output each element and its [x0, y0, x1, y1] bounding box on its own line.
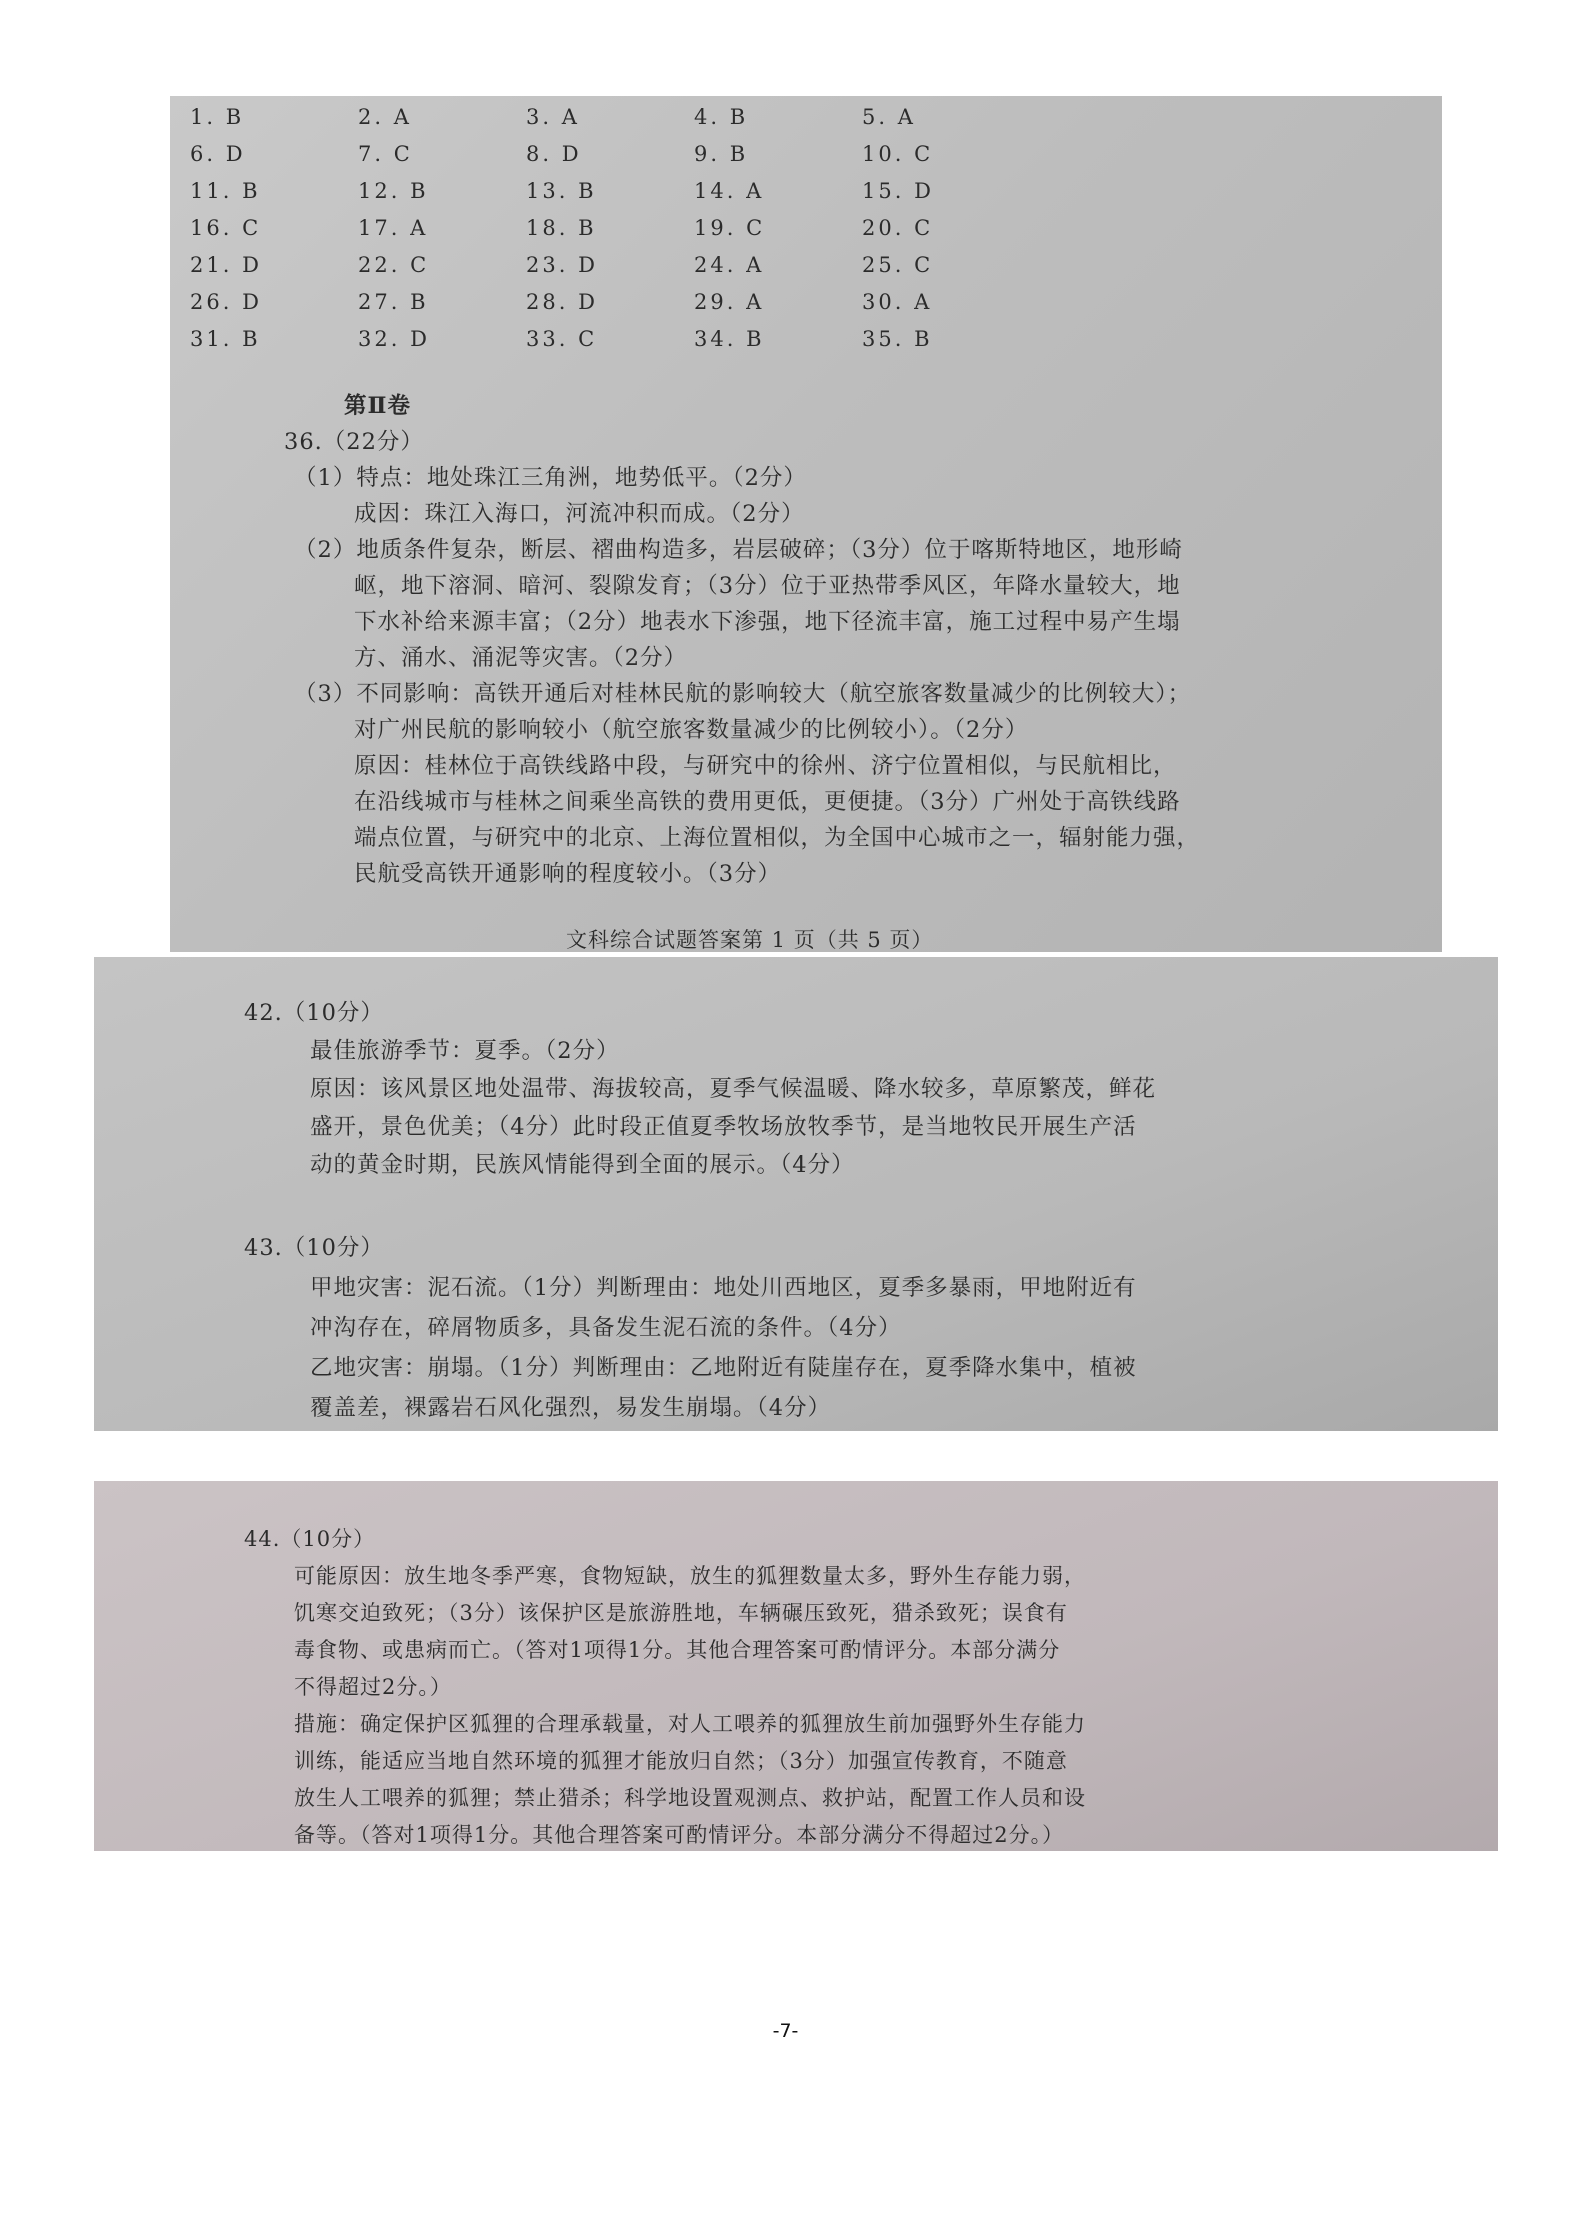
answer-item: 34. B	[694, 326, 765, 351]
answer-item: 16. C	[190, 215, 262, 240]
answer-line: 岖，地下溶洞、暗河、裂隙发育；（3分）位于亚热带季风区，年降水量较大，地	[354, 573, 1181, 599]
answer-item: 31. B	[190, 326, 261, 351]
answer-line: 措施：确定保护区狐狸的合理承载量，对人工喂养的狐狸放生前加强野外生存能力	[294, 1712, 1086, 1736]
answer-item: 22. C	[358, 252, 430, 277]
question-42-header: 42.（10分）	[244, 1000, 384, 1026]
answer-line: 民航受高铁开通影响的程度较小。（3分）	[354, 861, 782, 887]
answer-line: （3）不同影响：高铁开通后对桂林民航的影响较大（航空旅客数量减少的比例较大）；	[294, 681, 1192, 707]
answer-item: 12. B	[358, 178, 429, 203]
answer-item: 23. D	[526, 252, 598, 277]
answer-row	[190, 209, 1190, 246]
answer-line: 甲地灾害：泥石流。（1分）判断理由：地处川西地区，夏季多暴雨，甲地附近有	[310, 1275, 1137, 1301]
answer-item: 10. C	[862, 141, 934, 166]
answer-item: 9. B	[694, 141, 749, 166]
answer-item: 33. C	[526, 326, 598, 351]
answer-row	[190, 320, 1190, 357]
answer-line: 可能原因：放生地冬季严寒，食物短缺，放生的狐狸数量太多，野外生存能力弱，	[294, 1564, 1086, 1588]
answer-item: 18. B	[526, 215, 597, 240]
answer-line: 放生人工喂养的狐狸；禁止猎杀；科学地设置观测点、救护站，配置工作人员和设	[294, 1786, 1086, 1810]
answer-line: （1）特点：地处珠江三角洲，地势低平。（2分）	[294, 465, 807, 491]
answer-line: 成因：珠江入海口，河流冲积而成。（2分）	[354, 501, 805, 527]
section-2-title: 第Ⅱ卷	[344, 393, 411, 419]
answer-item: 4. B	[694, 104, 749, 129]
answer-item: 26. D	[190, 289, 262, 314]
answer-item: 27. B	[358, 289, 429, 314]
answer-row	[190, 135, 1190, 172]
question-36	[284, 424, 1200, 892]
answer-item: 8. D	[526, 141, 582, 166]
answer-item: 20. C	[862, 215, 934, 240]
answer-line: 不得超过2分。）	[294, 1675, 452, 1699]
answer-line: 冲沟存在，碎屑物质多，具备发生泥石流的条件。（4分）	[310, 1315, 902, 1341]
answer-line: 饥寒交迫致死；（3分）该保护区是旅游胜地，车辆碾压致死，猎杀致死；误食有	[294, 1601, 1068, 1625]
answer-item: 28. D	[526, 289, 598, 314]
answer-grid	[190, 96, 1190, 357]
answer-line: 覆盖差，裸露岩石风化强烈，易发生崩塌。（4分）	[310, 1395, 832, 1421]
answer-line: 端点位置，与研究中的北京、上海位置相似，为全国中心城市之一，辐射能力强，	[354, 825, 1201, 851]
answer-item: 15. D	[862, 178, 934, 203]
answer-line: 盛开，景色优美；（4分）此时段正值夏季牧场放牧季节，是当地牧民开展生产活	[310, 1114, 1137, 1140]
answer-line: 备等。（答对1项得1分。其他合理答案可酌情评分。本部分满分不得超过2分。）	[294, 1823, 1065, 1847]
answer-row	[190, 172, 1190, 209]
answer-line: 乙地灾害：崩塌。（1分）判断理由：乙地附近有陡崖存在，夏季降水集中，植被	[310, 1355, 1137, 1381]
question-44	[244, 1521, 1086, 1854]
answer-item: 17. A	[358, 215, 429, 240]
answer-item: 14. A	[694, 178, 765, 203]
answer-line: 原因：桂林位于高铁线路中段，与研究中的徐州、济宁位置相似，与民航相比，	[354, 753, 1177, 779]
answer-item: 13. B	[526, 178, 597, 203]
answer-row	[190, 283, 1190, 320]
answer-line: 下水补给来源丰富；（2分）地表水下渗强，地下径流丰富，施工过程中易产生塌	[354, 609, 1181, 635]
answer-item: 24. A	[694, 252, 765, 277]
question-43	[244, 1228, 1137, 1428]
answer-line: 在沿线城市与桂林之间乘坐高铁的费用更低，更便捷。（3分）广州处于高铁线路	[354, 789, 1181, 815]
page-number: -7-	[772, 2020, 799, 2042]
answer-line: 动的黄金时期，民族风情能得到全面的展示。（4分）	[310, 1152, 855, 1178]
answer-item: 6. D	[190, 141, 246, 166]
answer-item: 19. C	[694, 215, 766, 240]
answer-line: 方、涌水、涌泥等灾害。（2分）	[354, 645, 688, 671]
answer-line: 对广州民航的影响较小（航空旅客数量减少的比例较小）。（2分）	[354, 717, 1029, 743]
answer-item: 32. D	[358, 326, 430, 351]
answer-line: 原因：该风景区地处温带、海拔较高，夏季气候温暖、降水较多，草原繁茂，鲜花	[310, 1076, 1157, 1102]
answer-item: 21. D	[190, 252, 262, 277]
answer-item: 5. A	[862, 104, 916, 129]
answer-line: 毒食物、或患病而亡。（答对1项得1分。其他合理答案可酌情评分。本部分满分	[294, 1638, 1061, 1662]
answer-item: 30. A	[862, 289, 933, 314]
answer-row	[190, 246, 1190, 283]
question-36-header: 36.（22分）	[284, 429, 424, 455]
answer-item: 11. B	[190, 178, 261, 203]
answer-item: 25. C	[862, 252, 934, 277]
answer-item: 3. A	[526, 104, 580, 129]
question-43-header: 43.（10分）	[244, 1235, 384, 1261]
answer-line: （2）地质条件复杂，断层、褶曲构造多，岩层破碎；（3分）位于喀斯特地区，地形崎	[294, 537, 1183, 563]
answer-item: 1. B	[190, 104, 245, 129]
answer-line: 最佳旅游季节：夏季。（2分）	[310, 1038, 620, 1064]
answer-item: 35. B	[862, 326, 933, 351]
answer-item: 29. A	[694, 289, 765, 314]
answer-line: 训练，能适应当地自然环境的狐狸才能放归自然；（3分）加强宣传教育，不随意	[294, 1749, 1068, 1773]
answer-item: 2. A	[358, 104, 412, 129]
question-44-header: 44.（10分）	[244, 1527, 376, 1551]
answer-item: 7. C	[358, 141, 413, 166]
answer-row	[190, 98, 1190, 135]
question-42	[244, 994, 1156, 1184]
page-footer-caption: 文科综合试题答案第 1 页（共 5 页）	[566, 928, 934, 952]
